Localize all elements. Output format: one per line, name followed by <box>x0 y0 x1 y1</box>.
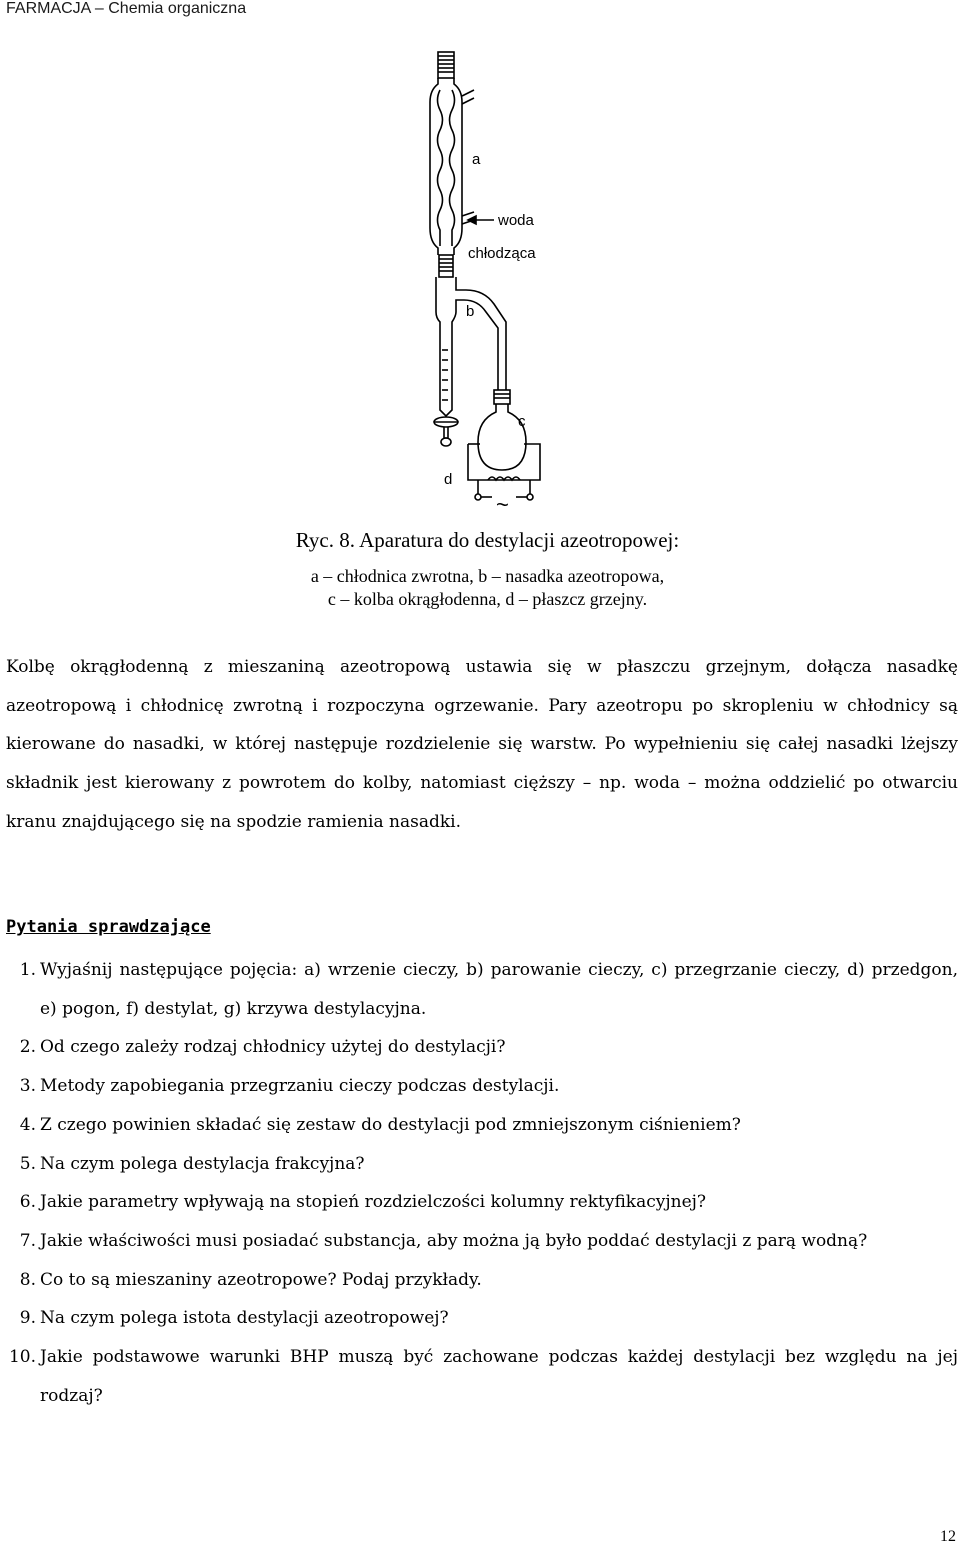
question-number: 1. <box>19 960 36 980</box>
question-text: Od czego zależy rodzaj chłodnicy użytej do destylacji? <box>40 1037 506 1058</box>
azeotropic-distillation-apparatus-figure <box>406 50 556 515</box>
question-item <box>0 1106 958 1145</box>
question-text: Jakie właściwości musi posiadać substancja, aby można ją było poddać destylacji z parą wodną? <box>40 1230 868 1251</box>
question-item <box>0 1299 958 1338</box>
page-number: 12 <box>940 1528 956 1545</box>
question-item <box>0 1222 958 1261</box>
question-text: Wyjaśnij następujące pojęcia: a) wrzenie cieczy, b) parowanie cieczy, c) przegrzanie cieczy, d) przedgon, e) pogon, f) destylat, g) krzywa destylacyjna. <box>40 960 958 1019</box>
question-item <box>0 1338 958 1415</box>
section-heading: Pytania sprawdzające <box>6 917 211 937</box>
question-item <box>0 1028 958 1067</box>
water-label-line2: chłodząca <box>468 245 536 262</box>
question-number: 6. <box>19 1192 36 1213</box>
question-number: 5. <box>19 1153 36 1174</box>
question-number: 8. <box>19 1269 36 1290</box>
running-header: FARMACJA – Chemia organiczna <box>6 0 247 17</box>
question-text: Na czym polega destylacja frakcyjna? <box>40 1153 365 1174</box>
question-text: Co to są mieszaniny azeotropowe? Podaj przykłady. <box>40 1269 482 1290</box>
question-text: Jakie podstawowe warunki BHP muszą być zachowane podczas każdej destylacji bez względu na jej rodzaj? <box>40 1347 958 1406</box>
question-text: Jakie parametry wpływają na stopień rozdzielczości kolumny rektyfikacyjnej? <box>40 1192 707 1213</box>
ac-symbol: ~ <box>496 492 509 515</box>
apparatus-drawing <box>406 50 556 515</box>
question-text: Na czym polega istota destylacji azeotropowej? <box>40 1308 449 1329</box>
question-text: Z czego powinien składać się zestaw do destylacji pod zmniejszonym ciśnieniem? <box>40 1114 741 1135</box>
label-a: a <box>472 151 481 168</box>
figure-caption-line-1: a – chłodnica zwrotna, b – nasadka azeotropowa, <box>310 566 665 586</box>
question-number: 7. <box>19 1230 36 1251</box>
condenser-bottom-joint <box>439 255 453 277</box>
reflux-condenser <box>430 78 474 255</box>
question-number: 3. <box>19 1076 36 1097</box>
question-number: 9. <box>19 1308 36 1329</box>
round-bottom-flask <box>478 390 526 470</box>
procedure-paragraph: Kolbę okrągłodenną z mieszaniną azeotropową ustawia się w płaszczu grzejnym, dołącza nasadkę azeotropową i chłodnicę zwrotną i rozpoczyna ogrzewanie. Pary azeotropu po skropleniu w chłodnicy są kierowane do nasadki, w której następuje rozdzielenie się warstw. Po wypełnieniu się całej nasadki lżejszy składnik jest kierowany z powrotem do kolby, natomiast cięższy – np. woda – można oddzielić po otwarciu kranu znajdującego się na spodzie ramienia nasadki. <box>6 657 958 832</box>
question-number: 4. <box>19 1114 36 1135</box>
questions-list <box>0 951 958 1415</box>
question-item <box>0 1261 958 1300</box>
question-item <box>0 1145 958 1184</box>
water-label-line1: woda <box>498 212 534 229</box>
figure-caption-line-2: c – kolba okrągłodenna, d – płaszcz grzejny. <box>327 589 648 609</box>
coolant-arrow <box>468 216 494 224</box>
question-number: 2. <box>19 1037 36 1058</box>
question-item <box>0 951 958 1028</box>
label-d: d <box>444 471 453 488</box>
question-text: Metody zapobiegania przegrzaniu cieczy podczas destylacji. <box>40 1076 560 1097</box>
condenser-top-joint <box>438 52 454 78</box>
figure-caption-title: Ryc. 8. Aparatura do destylacji azeotropowej: <box>295 528 680 552</box>
label-b: b <box>466 303 475 320</box>
label-c: c <box>518 413 526 430</box>
question-item <box>0 1183 958 1222</box>
question-number: 10. <box>8 1347 36 1368</box>
question-item <box>0 1067 958 1106</box>
